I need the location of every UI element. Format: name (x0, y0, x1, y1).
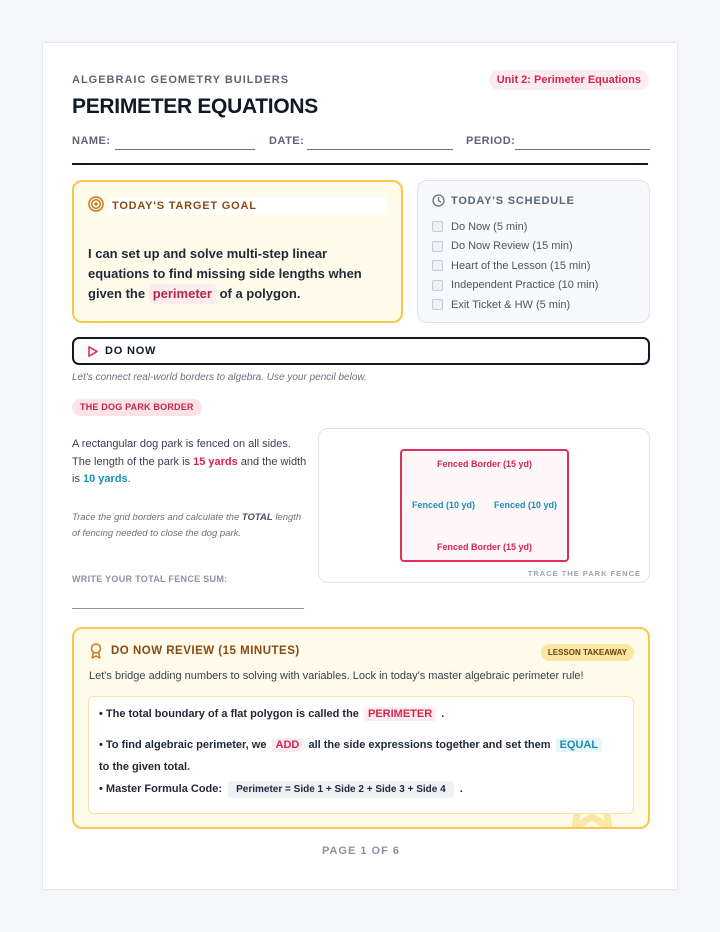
checkbox[interactable] (432, 299, 443, 310)
schedule-item[interactable] (432, 295, 647, 315)
takeaway-badge: LESSON TAKEAWAY (541, 644, 634, 661)
checkbox[interactable] (432, 221, 443, 232)
bullet-1-end: . (441, 708, 445, 720)
schedule-item-label: Do Now Review (15 min) (451, 240, 573, 253)
date-label: DATE: (269, 135, 305, 147)
equal-keyword: EQUAL (556, 738, 603, 752)
bullet-1-text: • The total boundary of a flat polygon is called the (99, 708, 359, 720)
unit-badge: Unit 2: Perimeter Equations (489, 70, 649, 90)
goal-heading: TODAY'S TARGET GOAL (110, 197, 387, 215)
bullet-formula (99, 783, 463, 795)
schedule-heading: TODAY'S SCHEDULE (451, 194, 575, 207)
target-goal-card (72, 180, 403, 323)
length-value: 15 yards (193, 455, 238, 468)
do-now-header (72, 337, 650, 365)
problem-text-1: A rectangular dog park is fenced on all sides. The length of the park is (72, 438, 291, 468)
award-icon (89, 643, 103, 659)
goal-text-start: I can set up and solve multi-step linear equations to find missing side lengths when given the (88, 246, 362, 301)
perimeter-keyword: PERIMETER (364, 707, 436, 721)
goal-keyword: perimeter (149, 284, 216, 304)
review-card (72, 627, 650, 829)
name-label: NAME: (72, 135, 111, 147)
bullet-2-end: to the given total. (99, 761, 191, 773)
play-icon (86, 345, 99, 358)
page-number: PAGE 1 OF 6 (321, 845, 401, 857)
schedule-item-label: Do Now (5 min) (451, 220, 528, 233)
schedule-list (432, 217, 647, 315)
trace-text-2: length of fencing needed to close the dog park. (72, 512, 302, 539)
bullet-2-text: • To find algebraic perimeter, we (99, 739, 267, 751)
right-side-label: Fenced (10 yd) (493, 500, 557, 510)
left-side-label: Fenced (10 yd) (412, 500, 476, 510)
period-field[interactable] (515, 149, 650, 150)
page-title: PERIMETER EQUATIONS (72, 95, 318, 118)
header-divider (72, 163, 648, 165)
schedule-item[interactable] (432, 256, 647, 276)
schedule-item-label: Exit Ticket & HW (5 min) (451, 298, 571, 311)
schedule-card (417, 180, 650, 323)
checkbox[interactable] (432, 280, 443, 291)
trace-emphasis: TOTAL (241, 512, 273, 523)
schedule-item[interactable] (432, 217, 647, 237)
checkbox[interactable] (432, 241, 443, 252)
name-field[interactable] (115, 149, 255, 150)
schedule-item-label: Heart of the Lesson (15 min) (451, 259, 591, 272)
bullet-2-middle: all the side expressions together and set them (308, 739, 551, 751)
master-formula: Perimeter = Side 1 + Side 2 + Side 3 + Side 4 (228, 781, 454, 798)
period-label: PERIOD: (466, 135, 516, 147)
checkbox[interactable] (432, 260, 443, 271)
schedule-item[interactable] (432, 276, 647, 296)
bullet-algebraic (99, 734, 619, 778)
schedule-heading-row (432, 194, 575, 207)
clock-icon (432, 194, 445, 207)
review-subtitle: Let's bridge adding numbers to solving with variables. Lock in today's master algebraic perimeter rule! (89, 670, 584, 682)
review-heading: DO NOW REVIEW (15 MINUTES) (111, 645, 300, 657)
do-now-intro: Let's connect real-world borders to algebra. Use your pencil below. (72, 372, 367, 383)
park-diagram (318, 428, 650, 583)
takeaway-box (88, 696, 634, 814)
trace-text-1: Trace the grid borders and calculate the (72, 512, 240, 523)
schedule-item[interactable] (432, 237, 647, 257)
sum-label: WRITE YOUR TOTAL FENCE SUM: (72, 574, 228, 584)
bullet-3-text: • Master Formula Code: (99, 783, 223, 795)
park-rectangle[interactable] (400, 449, 569, 562)
width-value: 10 yards (83, 473, 128, 485)
diagram-caption: TRACE THE PARK FENCE (527, 569, 641, 578)
bottom-side-label: Fenced Border (15 yd) (436, 542, 533, 552)
do-now-heading: DO NOW (105, 345, 157, 357)
problem-text-2: and the width is (72, 455, 307, 485)
problem-text (72, 436, 308, 489)
target-icon (88, 196, 104, 217)
problem-text-3: . (127, 473, 131, 485)
schedule-item-label: Independent Practice (10 min) (451, 279, 599, 292)
goal-text-end: of a polygon. (219, 286, 301, 301)
date-field[interactable] (307, 149, 453, 150)
worksheet-page (42, 42, 678, 890)
review-heading-row (89, 643, 300, 659)
add-keyword: ADD (272, 738, 304, 752)
goal-statement (88, 244, 388, 304)
top-side-label: Fenced Border (15 yd) (436, 459, 533, 469)
sum-answer-line[interactable] (72, 608, 304, 609)
goal-heading-row (88, 196, 387, 216)
trace-instructions (72, 510, 302, 541)
bullet-3-end: . (459, 783, 463, 795)
series-title: ALGEBRAIC GEOMETRY BUILDERS (72, 74, 290, 86)
section-tag: THE DOG PARK BORDER (72, 399, 202, 416)
bullet-perimeter (99, 708, 444, 720)
